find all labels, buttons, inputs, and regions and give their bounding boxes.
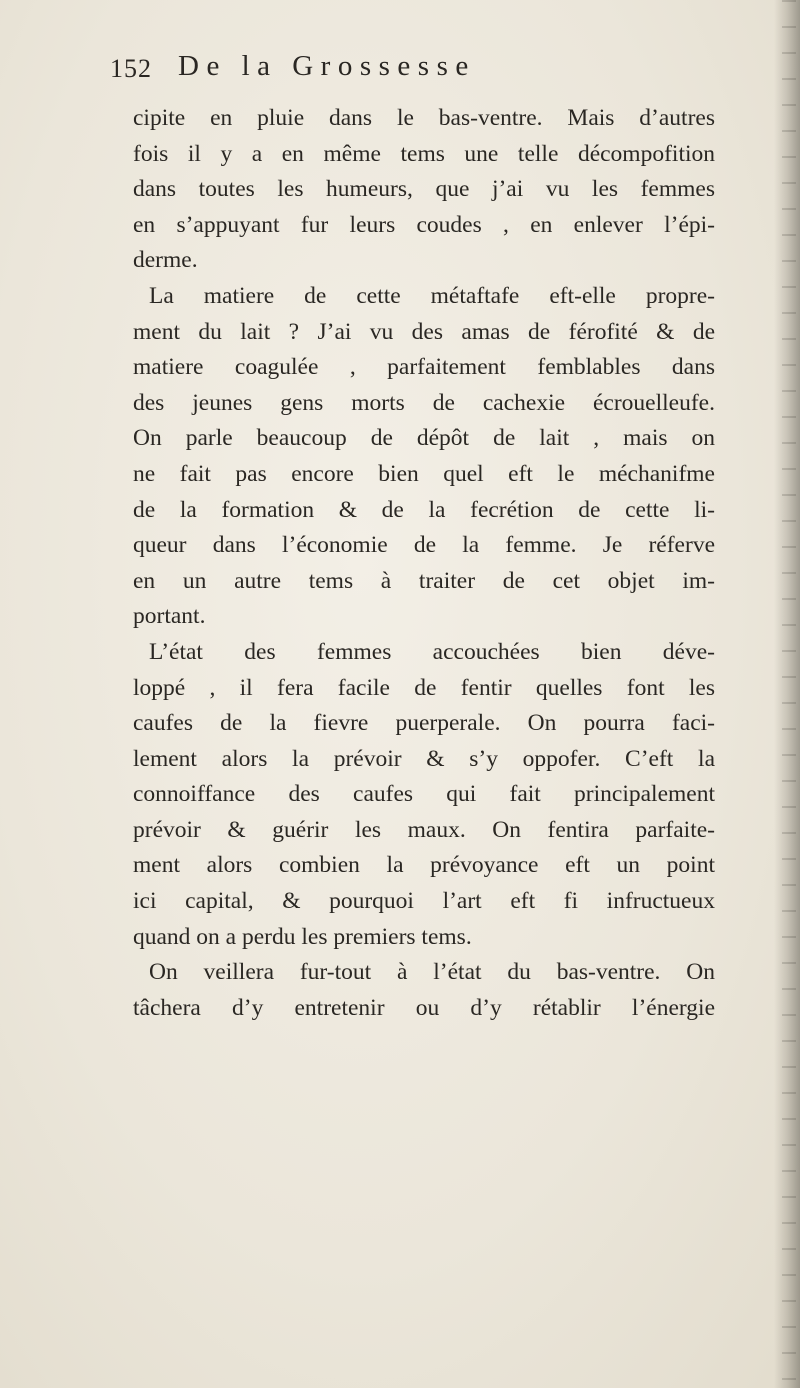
- text-line: caufes de la fievre puerperale. On pourra faci-: [133, 710, 715, 737]
- text-line: portant.: [133, 603, 206, 630]
- text-line: derme.: [133, 247, 198, 274]
- text-line: ici capital, & pourquoi l’art eft fi infructueux: [133, 888, 715, 915]
- text-line: L’état des femmes accouchées bien déve-: [149, 638, 715, 665]
- page-header: [110, 50, 690, 90]
- running-title: De la Grossesse: [178, 50, 476, 82]
- text-line: fois il y a en même tems une telle décompofition: [133, 140, 715, 167]
- text-line: dans toutes les humeurs, que j’ai vu les femmes: [133, 176, 715, 203]
- adjacent-page-edge: [782, 0, 796, 1388]
- text-line: de la formation & de la fecrétion de cette li-: [133, 496, 715, 523]
- text-line: On parle beaucoup de dépôt de lait , mais on: [133, 425, 715, 452]
- text-line: loppé , il fera facile de fentir quelles font les: [133, 674, 715, 701]
- text-line: ment alors combien la prévoyance eft un point: [133, 852, 715, 879]
- text-line: des jeunes gens morts de cachexie écrouelleufe.: [133, 389, 715, 416]
- text-line: en un autre tems à traiter de cet objet im-: [133, 567, 715, 594]
- text-line: On veillera fur-tout à l’état du bas-ventre. On: [149, 959, 715, 986]
- text-line: La matiere de cette métaftafe eft-elle propre-: [149, 282, 715, 309]
- text-line: quand on a perdu les premiers tems.: [133, 923, 472, 950]
- text-line: connoiffance des caufes qui fait principalement: [133, 781, 715, 808]
- body-text: [133, 101, 715, 1026]
- text-line: ne fait pas encore bien quel eft le méchanifme: [133, 460, 715, 487]
- text-line: cipite en pluie dans le bas-ventre. Mais d’autres: [133, 105, 715, 131]
- text-line: prévoir & guérir les maux. On fentira parfaite-: [133, 816, 715, 843]
- text-line: matiere coagulée , parfaitement femblables dans: [133, 354, 715, 381]
- text-line: lement alors la prévoir & s’y oppofer. C’eft la: [133, 745, 715, 772]
- text-line: queur dans l’économie de la femme. Je réferve: [133, 532, 715, 559]
- text-line: tâchera d’y entretenir ou d’y rétablir l’énergie: [133, 994, 715, 1021]
- page-number: 152: [110, 54, 152, 83]
- text-line: en s’appuyant fur leurs coudes , en enlever l’épi-: [133, 211, 715, 238]
- text-line: ment du lait ? J’ai vu des amas de férofité & de: [133, 318, 715, 345]
